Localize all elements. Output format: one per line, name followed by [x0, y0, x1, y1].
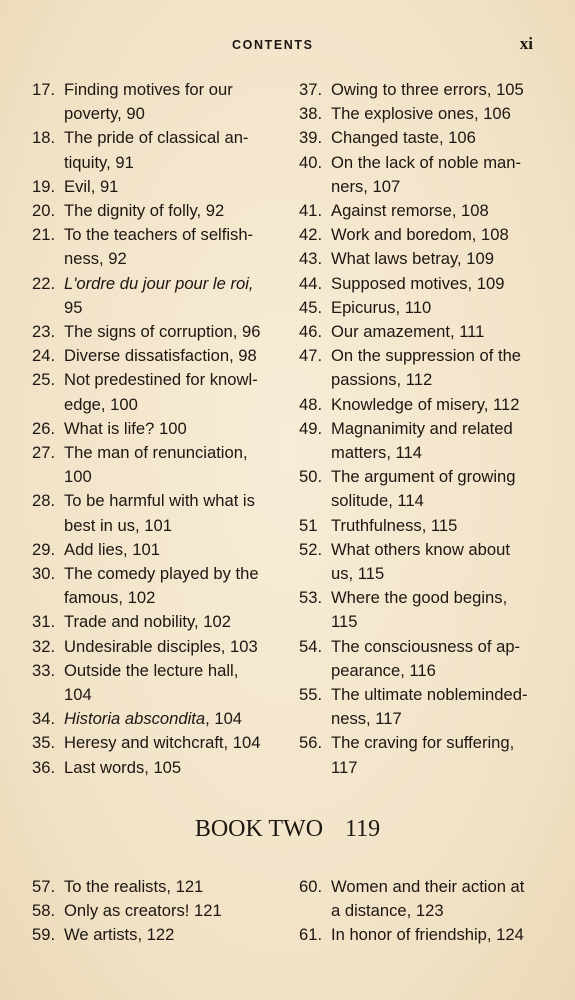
entry-line: Heresy and witchcraft, 104	[64, 733, 261, 753]
entry-line: The comedy played by the	[64, 564, 259, 584]
entry-title	[64, 899, 270, 923]
contents-entry	[32, 199, 270, 223]
entry-title	[64, 659, 270, 707]
entry-number: 59.	[32, 925, 56, 945]
entry-line: solitude, 114	[331, 491, 424, 511]
entry-line: Last words, 105	[64, 757, 182, 777]
entry-number: 61.	[299, 925, 323, 945]
entry-title	[331, 731, 537, 779]
entry-number: 47.	[299, 346, 323, 366]
entry-title	[64, 344, 270, 368]
entry-number: 23.	[32, 322, 56, 342]
entry-number: 57.	[32, 877, 56, 896]
entry-line: L'ordre du jour pour le roi,	[64, 273, 254, 293]
entry-number: 21.	[32, 225, 56, 245]
entry-line: 117	[331, 757, 358, 777]
entry-line: 100	[64, 467, 92, 487]
entry-line: us, 115	[331, 564, 385, 584]
entry-line: passions, 112	[331, 370, 433, 390]
entry-line: 95	[64, 297, 83, 317]
entry-number: 20.	[32, 201, 56, 221]
entry-line: Evil, 91	[64, 176, 119, 196]
entry-number: 42.	[299, 225, 323, 245]
entry-line: On the suppression of the	[331, 346, 522, 366]
entry-italic-title: Historia abscondita	[64, 709, 206, 729]
entry-title	[64, 272, 270, 320]
entry-line: The dignity of folly, 92	[64, 201, 225, 221]
contents-entry	[299, 272, 537, 296]
contents-entry	[32, 126, 270, 174]
contents-entry	[299, 465, 537, 513]
entry-page-ref: , 104	[205, 709, 243, 729]
entry-line: Truthfulness, 115	[331, 515, 458, 535]
entry-number: 51	[299, 515, 318, 535]
entry-line: On the lack of noble man-	[331, 152, 522, 172]
entry-line: We artists, 122	[64, 925, 175, 945]
entry-title	[331, 247, 537, 271]
entry-number: 40.	[299, 152, 323, 172]
entry-number: 34.	[32, 709, 56, 729]
entry-number: 44.	[299, 273, 323, 293]
entry-line: The argument of growing	[331, 467, 516, 487]
contents-entry	[32, 441, 270, 489]
entry-line: a distance, 123	[331, 901, 444, 921]
entry-line: To the teachers of selfish-	[64, 225, 254, 245]
entry-line: pearance, 116	[331, 660, 436, 680]
entry-number: 32.	[32, 636, 56, 656]
contents-entry	[32, 707, 270, 731]
contents-entry	[32, 344, 270, 368]
entry-number: 58.	[32, 901, 56, 921]
entry-number: 29.	[32, 539, 56, 559]
entry-line: ness, 92	[64, 249, 127, 269]
book-two-right-column	[299, 875, 537, 948]
contents-entry	[299, 393, 537, 417]
entry-line: The man of renunciation,	[64, 443, 248, 463]
contents-entry	[299, 344, 537, 392]
entry-title	[64, 489, 270, 537]
entry-line: To the realists, 121	[64, 877, 204, 896]
contents-entry	[32, 875, 270, 899]
entry-line: The consciousness of ap-	[331, 636, 521, 656]
entry-title	[331, 586, 537, 634]
contents-entry	[32, 659, 270, 707]
entry-number: 38.	[299, 104, 323, 124]
contents-entry	[299, 320, 537, 344]
book-two-left-column	[32, 875, 270, 948]
entry-title	[331, 393, 537, 417]
entry-number: 49.	[299, 418, 323, 438]
contents-entry	[299, 247, 537, 271]
entry-number: 55.	[299, 685, 323, 705]
entry-number: 22.	[32, 273, 56, 293]
entry-title	[64, 175, 270, 199]
book-two-title: BOOK TWO	[194, 816, 324, 842]
entry-line: Against remorse, 108	[331, 201, 489, 221]
entry-line: What laws betray, 109	[331, 249, 494, 269]
entry-title	[64, 731, 270, 755]
contents-left-column	[32, 78, 270, 780]
page-number: xi	[519, 34, 533, 53]
entry-title	[64, 223, 270, 271]
entry-title	[331, 272, 537, 296]
entry-title	[64, 562, 270, 610]
entry-line: edge, 100	[64, 394, 138, 414]
entry-line: The explosive ones, 106	[331, 104, 511, 124]
entry-title	[64, 320, 270, 344]
entry-number: 30.	[32, 564, 56, 584]
contents-entry	[299, 199, 537, 223]
contents-entry	[32, 731, 270, 755]
entry-title	[64, 199, 270, 223]
entry-number: 50.	[299, 467, 323, 487]
entry-line: poverty, 90	[64, 104, 145, 124]
entry-line: Trade and nobility, 102	[64, 612, 231, 632]
entry-number: 28.	[32, 491, 56, 511]
book-two-heading	[0, 816, 575, 850]
book-two-page: 119	[345, 816, 381, 842]
contents-entry	[299, 538, 537, 586]
entry-number: 52.	[299, 539, 323, 559]
entry-title	[331, 296, 537, 320]
entry-title	[331, 538, 537, 586]
entry-line: Finding motives for our	[64, 80, 233, 99]
entry-title	[64, 441, 270, 489]
entry-number: 26.	[32, 418, 56, 438]
contents-entry	[32, 635, 270, 659]
entry-number: 25.	[32, 370, 56, 390]
entry-title	[331, 635, 537, 683]
contents-entry	[299, 78, 537, 102]
entry-line: Not predestined for knowl-	[64, 370, 258, 390]
entry-title	[64, 126, 270, 174]
entry-title	[64, 78, 270, 126]
entry-number: 37.	[299, 80, 323, 99]
contents-entry	[32, 538, 270, 562]
entry-title	[331, 320, 537, 344]
entry-number: 24.	[32, 346, 56, 366]
entry-number: 54.	[299, 636, 323, 656]
entry-line: Epicurus, 110	[331, 297, 432, 317]
entry-title	[331, 344, 537, 392]
entry-line: Knowledge of misery, 112	[331, 394, 520, 414]
contents-entry	[32, 272, 270, 320]
entry-title	[64, 610, 270, 634]
entry-title	[64, 707, 270, 731]
contents-entry	[32, 417, 270, 441]
contents-entry	[32, 562, 270, 610]
contents-entry	[32, 489, 270, 537]
entry-line: ners, 107	[331, 176, 401, 196]
contents-entry	[32, 899, 270, 923]
entry-line: 104	[64, 685, 92, 705]
contents-entry	[299, 875, 537, 923]
entry-number: 41.	[299, 201, 323, 221]
contents-entry	[299, 923, 537, 947]
contents-entry	[299, 151, 537, 199]
entry-line: tiquity, 91	[64, 152, 134, 172]
entry-title	[64, 417, 270, 441]
running-head-title: CONTENTS	[232, 38, 314, 52]
entry-line: Work and boredom, 108	[331, 225, 509, 245]
entry-number: 39.	[299, 128, 323, 148]
contents-entry	[299, 635, 537, 683]
contents-entry	[299, 223, 537, 247]
entry-line: To be harmful with what is	[64, 491, 255, 511]
contents-entry	[299, 417, 537, 465]
entry-number: 56.	[299, 733, 323, 753]
entry-line: The craving for suffering,	[331, 733, 515, 753]
entry-line: matters, 114	[331, 443, 422, 463]
entry-number: 53.	[299, 588, 323, 608]
entry-number: 60.	[299, 877, 323, 896]
entry-title	[64, 635, 270, 659]
entry-title	[331, 151, 537, 199]
entry-title	[331, 199, 537, 223]
entry-number: 27.	[32, 443, 56, 463]
entry-number: 17.	[32, 80, 56, 99]
entry-number: 43.	[299, 249, 323, 269]
contents-entry	[32, 320, 270, 344]
entry-line: 115	[331, 612, 358, 632]
entry-number: 33.	[32, 660, 56, 680]
contents-entry	[32, 610, 270, 634]
entry-line: Diverse dissatisfaction, 98	[64, 346, 257, 366]
contents-entry	[32, 78, 270, 126]
entry-title	[331, 223, 537, 247]
contents-entry	[32, 368, 270, 416]
entry-line: What others know about	[331, 539, 510, 559]
entry-line: ness, 117	[331, 709, 402, 729]
entry-line: In honor of friendship, 124	[331, 925, 524, 945]
entry-title	[331, 923, 537, 947]
contents-entry	[299, 683, 537, 731]
entry-number: 45.	[299, 297, 323, 317]
entry-line: best in us, 101	[64, 515, 172, 535]
entry-line: Undesirable disciples, 103	[64, 636, 258, 656]
entry-title	[331, 683, 537, 731]
entry-line: Our amazement, 111	[331, 322, 485, 342]
entry-number: 48.	[299, 394, 323, 414]
entry-line: Only as creators! 121	[64, 901, 222, 921]
entry-line: Changed taste, 106	[331, 128, 476, 148]
contents-right-column	[299, 78, 537, 780]
entry-line	[64, 709, 242, 728]
entry-line: What is life? 100	[64, 418, 187, 438]
entry-line: Supposed motives, 109	[331, 273, 505, 293]
entry-line: The pride of classical an-	[64, 128, 249, 148]
running-head	[0, 36, 575, 56]
contents-entry	[299, 296, 537, 320]
contents-entry	[32, 175, 270, 199]
entry-line: Outside the lecture hall,	[64, 660, 239, 680]
contents-entry	[299, 514, 537, 538]
entry-number: 35.	[32, 733, 56, 753]
entry-line: Women and their action at	[331, 877, 525, 896]
entry-title	[64, 538, 270, 562]
contents-entry	[299, 126, 537, 150]
contents-entry	[32, 223, 270, 271]
entry-title	[331, 417, 537, 465]
entry-title	[331, 102, 537, 126]
contents-entry	[299, 586, 537, 634]
entry-line: The signs of corruption, 96	[64, 322, 261, 342]
entry-title	[64, 923, 270, 947]
entry-line: Owing to three errors, 105	[331, 80, 524, 99]
entry-line: famous, 102	[64, 588, 156, 608]
entry-number: 46.	[299, 322, 323, 342]
contents-entry	[299, 731, 537, 779]
entry-line: Magnanimity and related	[331, 418, 513, 438]
entry-title	[331, 465, 537, 513]
entry-line: The ultimate nobleminded-	[331, 685, 528, 705]
entry-title	[331, 78, 537, 102]
entry-title	[331, 126, 537, 150]
entry-title	[64, 875, 270, 899]
entry-number: 18.	[32, 128, 56, 148]
entry-number: 31.	[32, 612, 56, 632]
entry-number: 19.	[32, 176, 56, 196]
contents-entry	[299, 102, 537, 126]
entry-title	[64, 368, 270, 416]
contents-entry	[32, 923, 270, 947]
entry-title	[331, 514, 537, 538]
entry-title	[331, 875, 537, 923]
entry-number: 36.	[32, 757, 56, 777]
entry-line: Add lies, 101	[64, 539, 160, 559]
contents-entry	[32, 756, 270, 780]
entry-title	[64, 756, 270, 780]
entry-line: Where the good begins,	[331, 588, 508, 608]
